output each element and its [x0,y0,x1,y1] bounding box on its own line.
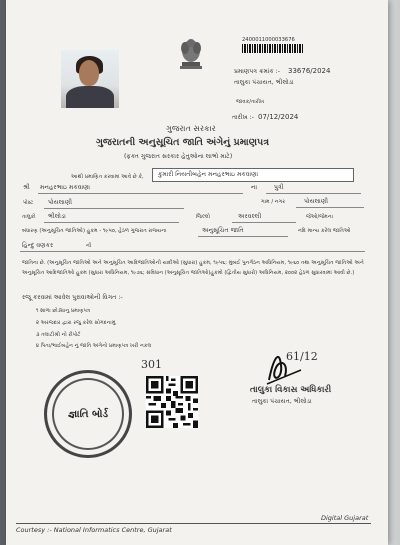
outward-label: જાવક/તારીખ [236,99,265,105]
document-item: ૨ અરજદાર દ્વારા રજુ કરેલ સોગંદનામું [36,320,116,326]
certificate-subtitle: (ફક્ત ગુજરાત સરકાર હેતુઓના લાભો માટે) [124,153,233,160]
state-emblem-icon [174,34,208,72]
office-stamp: જ્ઞાતિ બોર્ડ [44,370,132,458]
constitution-tail: નંદિ માન્ય કરેલ જાતિઓ [298,228,351,234]
applicant-name: કુમારી નિયતીબહેન મનહરભાઇ મકવાણા [158,171,259,178]
barcode-number: 2400011000033676 [242,37,295,43]
legal-paragraph: જાતિના છે. (અનુસૂચિત જાતિઓ અને અનુસૂચિત આદિજાતિઓની યાદીઓ (સુધારા) હુકમ, ૧૯૫૬; મુંબઈ પુનર્ગઠન અધિનિયમ, ૧૯૬૦ તથા અનુસૂચિત જાતિઓ અને અનુસૂચિત આદિજાતિઓ હુકમ (સુધારા અધિનિયમ, ૧૯૭૬; સંવિધાન (અનુસૂચિત જાતિઓ)હુકમો (દ્વિતીય સુધારો) અધિનિયમ, ૨૦૦૨ હેઠળ સુધારવામાં આવી છે.) [22,260,364,276]
certificate-page [6,0,388,545]
taluka: ભીલોડા [48,213,66,220]
document-item: ૪ પિતા/ભાઈબહેન નું જાતિ અંગેનો પ્રમાણપત્ર ખરી નકલ [36,343,152,349]
na-label: ના [251,184,258,191]
issuing-office: તાલુકા પંચાયત, ભીલોડા [234,79,294,86]
resident-label: જેઓ/જેમના [306,214,333,220]
signature-icon [261,340,341,390]
father-name: મનહરભાઇ મકવાણા [40,184,91,191]
signatory-office: તાલુકા પંચાયત, ભીલોડા [252,398,312,405]
handwritten-number: 301 [141,358,162,371]
relation: પુત્રી [274,184,284,191]
signatory-title: તાલુકા વિકાસ અધિકારી [250,385,332,395]
caste: હિન્દુ વણકર [22,242,54,249]
gam-label: ગામ / નગર [261,199,286,205]
post-label: પોસ્ટ [23,200,34,206]
constitution-line: બંધારણ (અનુસૂચિત જાતિઓ) હુકમ - ૧૯૫૦, હેઠળ ગુજરાત રાજ્યના [22,228,167,234]
qr-code [146,376,198,428]
cert-no-label: પ્રમાણપત્ર ક્રમાંક :- [234,68,280,75]
district: અરવલ્લી [238,213,262,220]
cert-no: 33676/2024 [288,67,331,75]
signature-note: 61/12 [286,350,318,363]
document-item: ૧ શાળા છોડ્યાનુ પ્રમાણપત્ર [36,308,91,314]
village: પોયલાણી [304,198,328,205]
applicant-photo [61,50,119,108]
taluka-label: તાલુકો [22,214,36,220]
caste-label: ની [86,243,92,249]
certificate-title: ગુજરાતની અનુસૂચિત જાતિ અંગેનું પ્રમાણપત્ર [96,137,270,148]
footer-brand: Digital Gujarat [321,514,369,522]
shri-label: શ્રી [23,184,30,191]
document-item: ૩ તલાટીશ્રી નો રીપોર્ટ [36,332,81,338]
date-label: તારીખ :- [232,114,254,121]
certify-label: આથી પ્રમાણિત કરવામાં આવે છે કે, [71,174,144,180]
post: પોયલાણી [48,199,72,206]
district-label: જિલ્લો [196,214,210,220]
caste-group: અનુસૂચિત જાતિ [202,227,244,234]
documents-heading: રજૂ કરવામાં આવેલ પુરાવાઓની વિગત :- [22,294,123,301]
barcode [242,44,304,53]
issue-date: 07/12/2024 [258,113,299,121]
footer-courtesy: Courtesy :- National Informatics Centre, Gujarat [16,526,172,534]
govt-heading: ગુજરાત સરકાર [166,124,216,133]
